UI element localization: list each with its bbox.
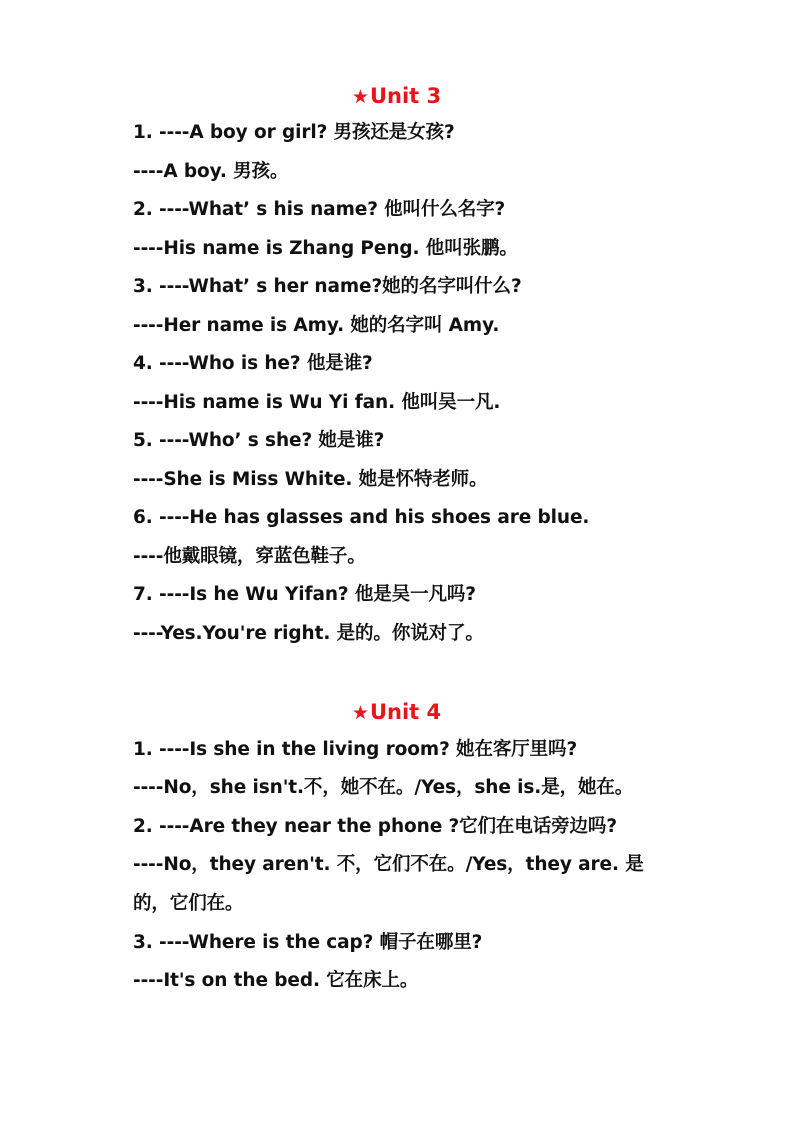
unit-4-line-4: ----No，they aren't. 不，它们不在。/Yes，they are. 是 [133, 854, 644, 875]
unit-3-line-8: ----His name is Wu Yi fan. 他叫吴一凡. [133, 392, 501, 413]
unit-4-line-1: 1. ----Is she in the living room? 她在客厅里吗? [133, 739, 578, 760]
unit-3-line-9: 5. ----Who’ s she? 她是谁? [133, 430, 385, 451]
star-icon: ★ [351, 702, 369, 724]
unit-4-line-2: ----No，she isn't.不，她不在。/Yes，she is.是，她在。 [133, 777, 634, 798]
unit-4-line-6: 3. ----Where is the cap? 帽子在哪里? [133, 932, 483, 953]
unit-3-line-6: ----Her name is Amy. 她的名字叫 Amy. [133, 315, 500, 336]
unit-3-line-11: 6. ----He has glasses and his shoes are blue. [133, 507, 590, 528]
unit-3-line-4: ----His name is Zhang Peng. 他叫张鹏。 [133, 238, 518, 259]
unit-3-title [0, 81, 793, 112]
unit-3-line-10: ----She is Miss White. 她是怀特老师。 [133, 469, 488, 490]
unit-4-title [0, 697, 793, 728]
unit-title-text: Unit 4 [369, 700, 442, 724]
unit-title-text: Unit 3 [369, 84, 442, 108]
unit-3-line-14: ----Yes.You're right. 是的。你说对了。 [133, 623, 484, 644]
unit-3-line-2: ----A boy. 男孩。 [133, 161, 289, 182]
unit-3-line-12: ----他戴眼镜，穿蓝色鞋子。 [133, 546, 366, 567]
unit-3-line-5: 3. ----What’ s her name?她的名字叫什么? [133, 276, 522, 297]
unit-4-line-3: 2. ----Are they near the phone ?它们在电话旁边吗? [133, 816, 617, 837]
unit-3-line-7: 4. ----Who is he? 他是谁? [133, 353, 373, 374]
unit-3-line-1: 1. ----A boy or girl? 男孩还是女孩? [133, 122, 455, 143]
unit-4-line-5: 的，它们在。 [133, 893, 244, 914]
star-icon: ★ [351, 86, 369, 108]
unit-3-line-3: 2. ----What’ s his name? 他叫什么名字? [133, 199, 506, 220]
unit-3-line-13: 7. ----Is he Wu Yifan? 他是吴一凡吗? [133, 584, 476, 605]
unit-4-line-7: ----It's on the bed. 它在床上。 [133, 970, 419, 991]
